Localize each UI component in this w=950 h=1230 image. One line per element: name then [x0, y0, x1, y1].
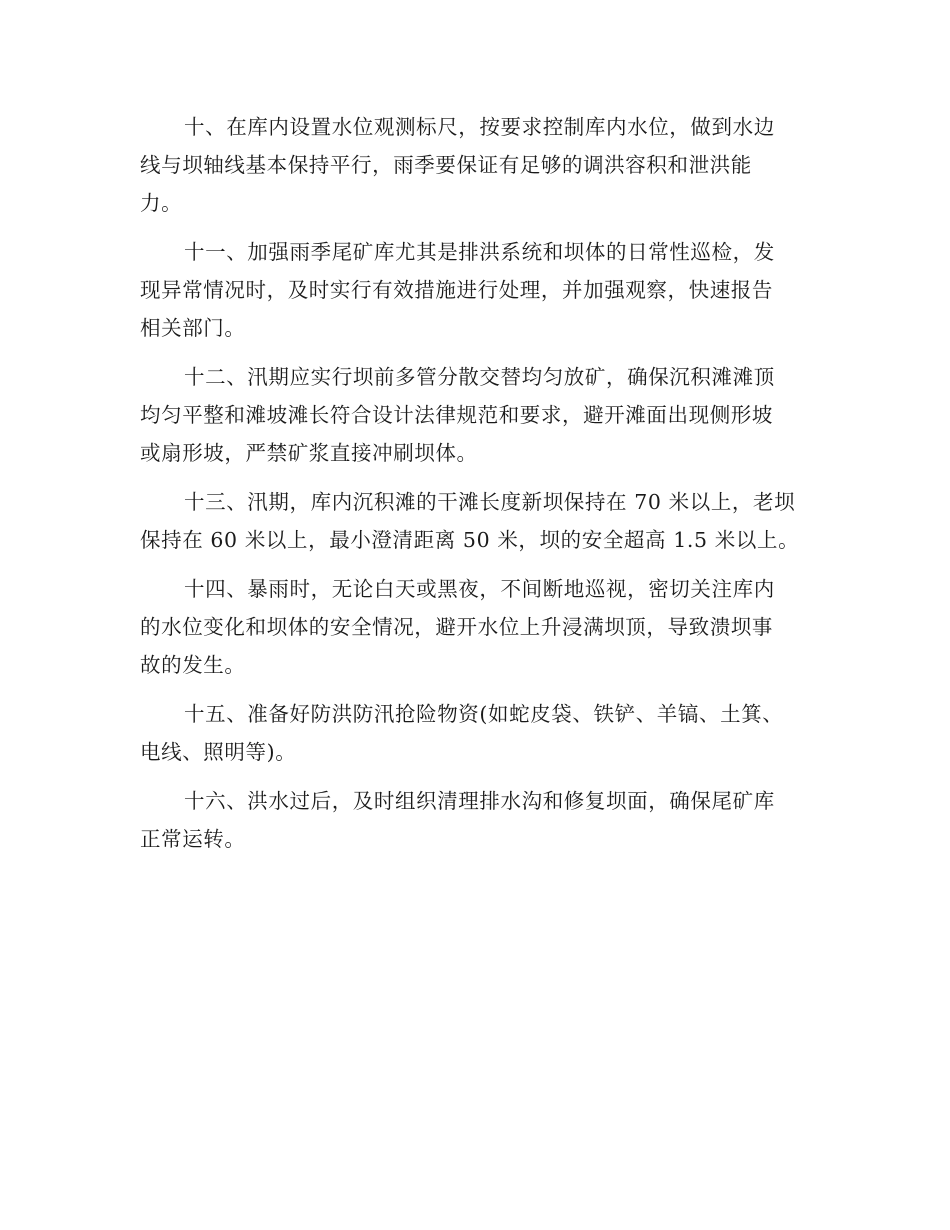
paragraph-line: 十二、汛期应实行坝前多管分散交替均匀放矿，确保沉积滩滩顶: [184, 365, 775, 389]
paragraph-line: 正常运转。: [140, 827, 246, 851]
paragraph-line: 电线、照明等)。: [140, 740, 297, 764]
paragraph-line: 线与坝轴线基本保持平行，雨季要保证有足够的调洪容积和泄洪能: [140, 153, 752, 177]
paragraph-13: [140, 483, 806, 559]
paragraph-line: 十、在库内设置水位观测标尺，按要求控制库内水位，做到水边: [184, 115, 775, 139]
paragraph-line: 保持在 60 米以上，最小澄清距离 50 米，坝的安全超高 1.5 米以上。: [140, 528, 800, 552]
paragraph-line: 力。: [140, 191, 183, 215]
paragraph-16: [140, 782, 806, 858]
paragraph-line: 相关部门。: [140, 316, 246, 340]
paragraph-line: 十三、汛期，库内沉积滩的干滩长度新坝保持在 70 米以上，老坝: [184, 490, 796, 514]
document-body: [140, 108, 806, 869]
paragraph-11: [140, 233, 806, 347]
paragraph-14: [140, 570, 806, 684]
paragraph-line: 现异常情况时，及时实行有效措施进行处理，并加强观察，快速报告: [140, 278, 773, 302]
paragraph-12: [140, 358, 806, 472]
paragraph-line: 均匀平整和滩坡滩长符合设计法律规范和要求，避开滩面出现侧形坡: [140, 403, 773, 427]
paragraph-line: 十六、洪水过后，及时组织清理排水沟和修复坝面，确保尾矿库: [184, 789, 775, 813]
paragraph-10: [140, 108, 806, 222]
paragraph-line: 十四、暴雨时，无论白天或黑夜，不间断地巡视，密切关注库内: [184, 577, 775, 601]
paragraph-line: 或扇形坡，严禁矿浆直接冲刷坝体。: [140, 441, 478, 465]
paragraph-line: 十五、准备好防洪防汛抢险物资(如蛇皮袋、铁铲、羊镐、土箕、: [184, 702, 784, 726]
paragraph-15: [140, 695, 806, 771]
paragraph-line: 故的发生。: [140, 653, 246, 677]
paragraph-line: 的水位变化和坝体的安全情况，避开水位上升浸满坝顶，导致溃坝事: [140, 615, 773, 639]
paragraph-line: 十一、加强雨季尾矿库尤其是排洪系统和坝体的日常性巡检，发: [184, 240, 775, 264]
